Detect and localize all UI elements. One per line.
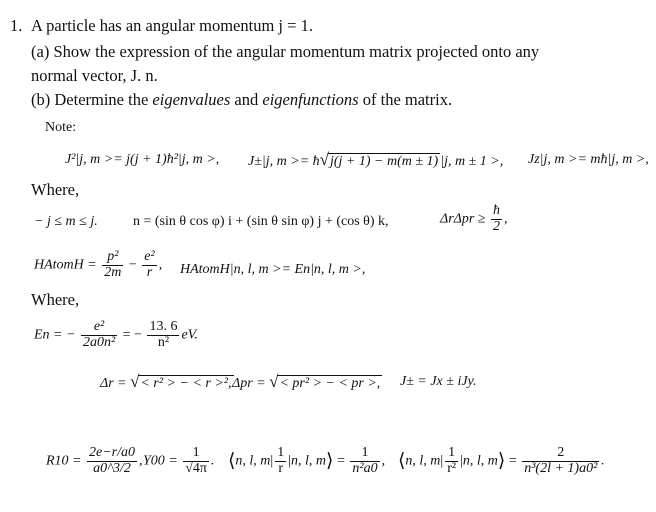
normal-vector-definition: n = (sin θ cos φ) i + (sin θ sin φ) j + (cos θ) k, bbox=[133, 214, 389, 229]
where-label-1: Where, bbox=[31, 180, 80, 199]
jz-eigen-equation: Jz|j, m >= mħ|j, m >, bbox=[528, 152, 649, 167]
where-label-2: Where, bbox=[31, 290, 80, 309]
part-b-line: (b) Determine the eigenvalues and eigenfunctions of the matrix. bbox=[31, 90, 453, 109]
delta-p-definition: Δpr = √< pr² > − < pr >, bbox=[232, 372, 381, 391]
radial-function-r10: R10 = $\frac{2e-r/a0}{a0\^{}3/2}$ , bbox=[46, 445, 143, 476]
expectation-inverse-r: ⟨n, l, m| $\frac{1}{r}$ |n, l, m⟩ = $\frac{1}{\text{n²a0}}$ , bbox=[228, 445, 386, 476]
note-label: Note: bbox=[45, 120, 77, 135]
part-a-line-2: normal vector, J. n. bbox=[31, 66, 158, 85]
j-squared-eigen-equation: J²|j, m >= j(j + 1)ħ²|j, m >, bbox=[65, 152, 220, 167]
ladder-operator-definition: J± = Jx ± iJy. bbox=[400, 374, 477, 389]
j-ladder-equation: J±|j, m >= ħ√j(j + 1) − m(m ± 1) |j, m ± 1 >, bbox=[248, 150, 504, 169]
expectation-inverse-r-squared: ⟨n, l, m| $\frac{1}{\text{r²}}$ |n, l, m⟩ = $\frac{2}{\text{n³(2l + 1)a0²}}$ . bbox=[398, 445, 605, 476]
uncertainty-relation: ΔrΔpr ≥ $\frac{ħ}{2}$ , bbox=[440, 203, 508, 234]
m-range: − j ≤ m ≤ j. bbox=[34, 214, 98, 229]
spherical-harmonic-y00: Y00 = $\frac{1}{√4\pi}$ . bbox=[143, 445, 215, 476]
delta-r-definition: Δr = √< r² > − < r >², bbox=[100, 372, 232, 391]
problem-statement: A particle has an angular momentum j = 1. bbox=[31, 16, 313, 35]
hydrogen-hamiltonian: HAtomH = $\frac{\text{p²}}{2m}$ − $\frac{\text{e²}}{r}$ , bbox=[34, 249, 163, 280]
part-a-line-1: (a) Show the expression of the angular momentum matrix projected onto any bbox=[31, 42, 540, 61]
problem-number: 1. bbox=[10, 16, 23, 35]
hamiltonian-eigen-equation: HAtomH|n, l, m >= En|n, l, m >, bbox=[180, 262, 366, 277]
energy-levels-equation: En = − $\frac{\text{e²}}{\text{2a0n²}}$ = − $\frac{13. 6}{\text{n²}}$ eV. bbox=[34, 319, 198, 350]
